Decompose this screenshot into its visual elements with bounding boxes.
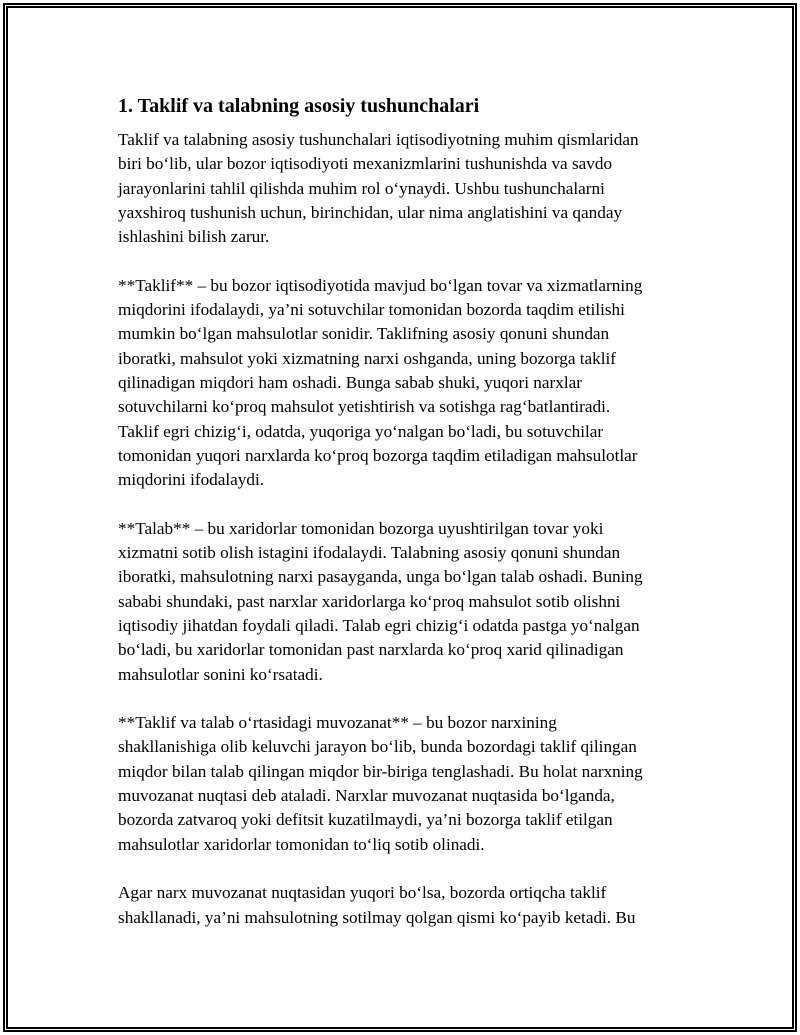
paragraph-intro	[118, 128, 688, 249]
paragraph-talab	[118, 517, 688, 687]
text-line: ishlashini bilish zarur.	[118, 227, 270, 247]
text-line: iboratki, mahsulot yoki xizmatning narxi oshganda, uning bozorga taklif	[118, 348, 617, 368]
text-line: miqdorini ifodalaydi.	[118, 470, 265, 490]
text-line: biri bo‘lib, ular bozor iqtisodiyoti mexanizmlarini tushunishda va savdo	[118, 154, 613, 174]
text-line: mumkin bo‘lgan mahsulotlar sonidir. Taklifning asosiy qonuni shundan	[118, 324, 610, 344]
text-line: sotuvchilarni ko‘proq mahsulot yetishtirish va sotishga rag‘batlantiradi.	[118, 397, 611, 417]
text-line: miqdor bilan talab qilingan miqdor bir-biriga tenglashadi. Bu holat narxning	[118, 761, 643, 781]
text-line: Agar narx muvozanat nuqtasidan yuqori bo‘lsa, bozorda ortiqcha taklif	[118, 883, 607, 903]
document-body	[118, 93, 688, 954]
text-line: bozorda zatvaroq yoki defitsit kuzatilmaydi, ya’ni bozorga taklif etilgan	[118, 810, 613, 830]
section-heading: 1. Taklif va talabning asosiy tushunchalari	[118, 95, 480, 117]
text-line: qilinadigan miqdori ham oshadi. Bunga sabab shuki, yuqori narxlar	[118, 372, 582, 392]
text-line: tomonidan yuqori narxlarda ko‘proq bozorga taqdim etiladigan mahsulotlar	[118, 445, 638, 465]
text-line: bo‘ladi, bu xaridorlar tomonidan past narxlarda ko‘proq xarid qilinadigan	[118, 640, 624, 660]
paragraph-narx	[118, 881, 688, 930]
text-line: mahsulotlar xaridorlar tomonidan to‘liq sotib olinadi.	[118, 834, 485, 854]
text-line: **Taklif va talab o‘rtasidagi muvozanat** – bu bozor narxining	[118, 713, 557, 733]
text-line: muvozanat nuqtasi deb ataladi. Narxlar muvozanat nuqtasida bo‘lganda,	[118, 786, 615, 806]
paragraph-taklif	[118, 274, 688, 493]
text-line: miqdorini ifodalaydi, ya’ni sotuvchilar tomonidan bozorda taqdim etilishi	[118, 300, 625, 320]
text-line: xizmatni sotib olish istagini ifodalaydi. Talabning asosiy qonuni shundan	[118, 543, 621, 563]
text-line: mahsulotlar sonini ko‘rsatadi.	[118, 664, 323, 684]
text-line: Taklif va talabning asosiy tushunchalari iqtisodiyotning muhim qismlaridan	[118, 130, 639, 149]
text-line: yaxshiroq tushunish uchun, birinchidan, ular nima anglatishini va qanday	[118, 202, 623, 222]
text-line: **Talab** – bu xaridorlar tomonidan bozorga uyushtirilgan tovar yoki	[118, 518, 604, 538]
text-line: shakllanishiga olib keluvchi jarayon bo‘lib, bunda bozordagi taklif qilingan	[118, 737, 637, 757]
text-line: iboratki, mahsulotning narxi pasayganda, unga bo‘lgan talab oshadi. Buning	[118, 567, 643, 587]
paragraph-muvozanat	[118, 711, 688, 857]
text-line: shakllanadi, ya’ni mahsulotning sotilmay qolgan qismi ko‘payib ketadi. Bu	[118, 907, 636, 927]
text-line: sababi shundaki, past narxlar xaridorlarga ko‘proq mahsulot sotib olishni	[118, 591, 621, 611]
text-line: **Taklif** – bu bozor iqtisodiyotida mavjud bo‘lgan tovar va xizmatlarning	[118, 275, 643, 295]
text-line: Taklif egri chizig‘i, odatda, yuqoriga yo‘nalgan bo‘ladi, bu sotuvchilar	[118, 421, 604, 441]
text-line: iqtisodiy jihatdan foydali qiladi. Talab egri chizig‘i odatda pastga yo‘nalgan	[118, 615, 640, 635]
text-line: jarayonlarini tahlil qilishda muhim rol o‘ynaydi. Ushbu tushunchalarni	[118, 178, 605, 198]
